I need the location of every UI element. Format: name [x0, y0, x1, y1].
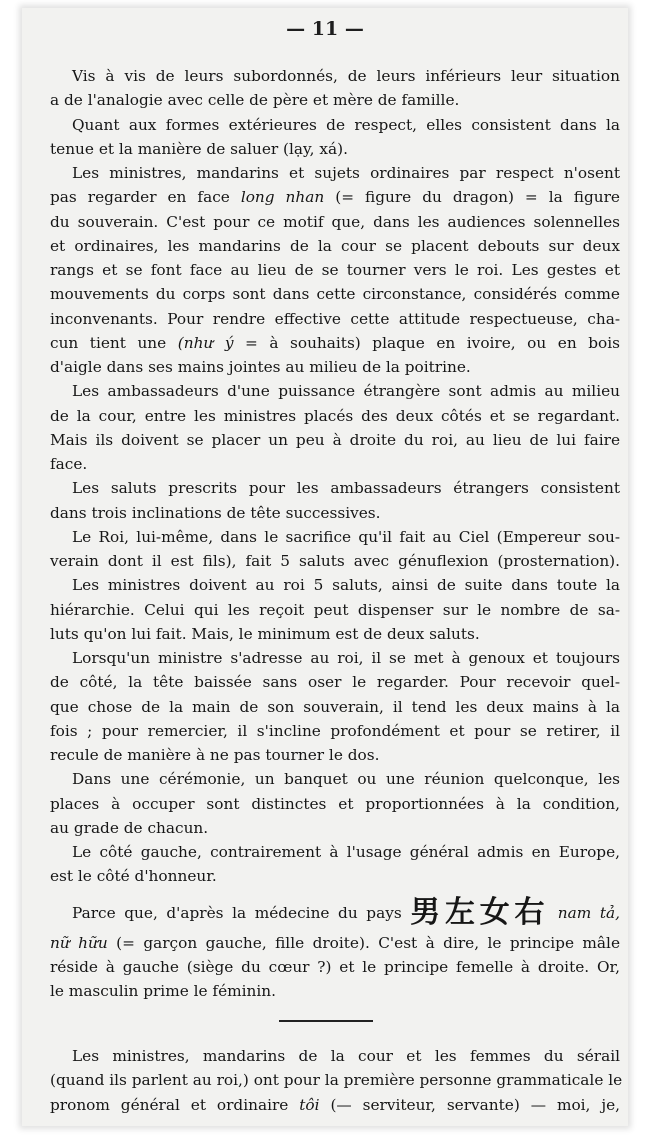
- text-line: mouvements du corps sont dans cette circonstance, considérés comme: [50, 285, 620, 304]
- text-segment: (= figure du dragon) = la figure: [335, 188, 620, 207]
- paragraph-12: [50, 1044, 623, 1117]
- text-line: dans trois inclinations de tête successives.: [50, 503, 381, 522]
- italic-term: tôi: [299, 1095, 320, 1114]
- text-line: hiérarchie. Celui qui les reçoit peut dispenser sur le nombre de sa-: [50, 600, 620, 619]
- italic-term: (như ý =: [177, 333, 258, 352]
- text-line: verain dont il est fils), fait 5 saluts avec génuflexion (prosternation).: [50, 552, 620, 570]
- italic-term: long nhan: [240, 188, 325, 207]
- text-line: tenue et la manière de saluer (lạy, xá).: [50, 139, 348, 158]
- text-line: au grade de chacun.: [50, 818, 209, 837]
- paragraph-1: [50, 64, 620, 113]
- text-line: [50, 331, 620, 355]
- text-line: [50, 1093, 620, 1117]
- text-line: Vis à vis de leurs subordonnés, de leurs inférieurs leur situation: [72, 67, 620, 85]
- text-line: [50, 931, 620, 955]
- paragraph-5: [50, 476, 620, 525]
- text-line: [50, 185, 620, 209]
- paragraph-4: [50, 379, 620, 476]
- text-line: fois ; pour remercier, il s'incline profondément et pour se retirer, il: [50, 721, 620, 740]
- paragraph-3: [50, 161, 620, 379]
- text-line: Mais ils doivent se placer un peu à droite du roi, au lieu de lui faire: [50, 430, 620, 449]
- text-line: du souverain. C'est pour ce motif que, dans les audiences solennelles: [50, 212, 620, 231]
- text-line: Les ambassadeurs d'une puissance étrangère sont admis au milieu: [72, 382, 620, 401]
- text-line: Dans une cérémonie, un banquet ou une réunion quelconque, les: [72, 770, 620, 789]
- text-line: Les ministres, mandarins et sujets ordinaires par respect n'osent: [72, 164, 620, 182]
- text-segment: à souhaits) plaque en ivoire, ou en bois: [269, 333, 620, 352]
- text-line: places à occuper sont distinctes et proportionnées à la condition,: [50, 794, 620, 813]
- text-segment: Parce que, d'après la médecine du pays: [72, 903, 402, 922]
- text-segment: pas regarder en face: [50, 188, 230, 207]
- text-line: et ordinaires, les mandarins de la cour se placent debouts sur deux: [50, 236, 620, 255]
- italic-term: nam tả,: [557, 903, 620, 922]
- paragraph-9: [50, 767, 620, 840]
- page-number: — 11 —: [286, 18, 364, 40]
- text-line: Lorsqu'un ministre s'adresse au roi, il se met à genoux et toujours: [72, 649, 620, 667]
- text-line: rangs et se font face au lieu de se tourner vers le roi. Les gestes et: [50, 261, 620, 279]
- paragraph-11: [50, 895, 620, 1004]
- text-line: réside à gauche (siège du cœur ?) et le principe femelle à droite. Or,: [50, 957, 620, 976]
- text-line: inconvenants. Pour rendre effective cette attitude respectueuse, cha-: [50, 309, 620, 328]
- book-page: [22, 8, 628, 1126]
- text-segment: (— serviteur, servante) — moi, je,: [330, 1095, 620, 1114]
- page-body: [50, 64, 620, 1003]
- text-line: Le côté gauche, contrairement à l'usage général admis en Europe,: [72, 843, 620, 861]
- paragraph-2: [50, 113, 620, 162]
- text-line: que chose de la main de son souverain, il tend les deux mains à la: [50, 697, 620, 716]
- text-line: Les ministres doivent au roi 5 saluts, ainsi de suite dans toute la: [72, 576, 620, 595]
- paragraph-8: [50, 646, 620, 767]
- text-segment: cun tient une: [50, 333, 167, 352]
- text-line: [50, 895, 620, 931]
- text-line: luts qu'on lui fait. Mais, le minimum est de deux saluts.: [50, 624, 480, 643]
- text-line: de la cour, entre les ministres placés des deux côtés et se regardant.: [50, 406, 620, 425]
- text-line: Quant aux formes extérieures de respect, elles consistent dans la: [72, 115, 620, 134]
- text-line: d'aigle dans ses mains jointes au milieu de la poitrine.: [50, 358, 471, 376]
- text-line: (quand ils parlent au roi,) ont pour la première personne grammaticale le: [50, 1071, 623, 1090]
- italic-term: nữ hữu: [50, 933, 108, 952]
- text-line: Le Roi, lui-même, dans le sacrifice qu'il fait au Ciel (Empereur sou-: [72, 527, 620, 546]
- text-line: recule de manière à ne pas tourner le dos.: [50, 746, 380, 764]
- text-line: le masculin prime le féminin.: [50, 982, 276, 1000]
- text-segment: (= garçon gauche, fille droite). C'est à dire, le principe mâle: [116, 933, 620, 952]
- paragraph-6: [50, 525, 620, 574]
- text-line: a de l'analogie avec celle de père et mère de famille.: [50, 91, 460, 110]
- paragraph-10: [50, 840, 620, 889]
- text-line: Les saluts prescrits pour les ambassadeurs étrangers consistent: [72, 479, 620, 498]
- text-line: face.: [50, 455, 88, 473]
- text-line: est le côté d'honneur.: [50, 867, 217, 886]
- closing-paragraph: [50, 1044, 623, 1117]
- section-divider: [279, 1020, 373, 1022]
- text-line: de côté, la tête baissée sans oser le regarder. Pour recevoir quel-: [50, 673, 620, 692]
- cjk-characters: 男左女右: [410, 894, 550, 930]
- text-line: Les ministres, mandarins de la cour et les femmes du sérail: [72, 1047, 620, 1065]
- text-segment: pronom général et ordinaire: [50, 1095, 289, 1114]
- paragraph-7: [50, 573, 620, 646]
